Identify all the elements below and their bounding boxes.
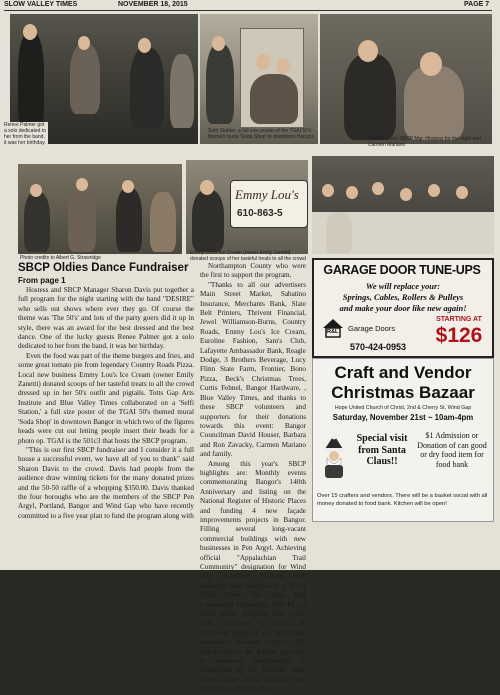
garage-ad-line1: We will replace your: xyxy=(365,281,441,291)
starting-at-label: STARTING AT xyxy=(436,316,482,323)
article-column-1 xyxy=(18,286,194,566)
garage-ad-line3: and make your door like new again! xyxy=(339,303,467,313)
issue-date: NOVEMBER 18, 2015 xyxy=(118,1,188,8)
header-rule xyxy=(4,10,492,11)
bazaar-title-1: Craft and Vendor xyxy=(334,363,472,382)
article-subhead: From page 1 xyxy=(18,276,66,285)
page-header xyxy=(0,0,500,10)
photo-ice-cream xyxy=(186,160,308,254)
photo-sharon-davis xyxy=(320,14,492,148)
col2-paragraph: Among this year's SBCP highlights are: Monthly events commemorating Bangor's 140th Anniversary and listing on the National Register of Historic Places and funding 4 new façade improvements projects in Bangor. Filling several long-vacant commercial buildings with new businesses in Pen Argyl. Achieving official "Appalachian Trail Community" designation for Wind Gap. Assisting Portland with realizing their potential as a River Front Town. The Slate Belt Community Partnership (SBCP) is a Main Street Program that works with volunteers to foster an improved image of our traditional downtown business districts. The SBCP follows the 4-point approach to downtown revitalization as established by the National Main Street Center of the National Trust for Historic Preservation. xyxy=(200,459,306,694)
page-number: PAGE 7 xyxy=(464,1,490,8)
garage-phone: 570-424-0953 xyxy=(350,342,407,352)
photo-selfie-station xyxy=(200,14,318,144)
bazaar-admission: $1 Admission or Donation of can good or dry food item for food bank xyxy=(417,431,487,469)
garage-company: Garage Doors xyxy=(348,324,396,333)
col1-paragraph: Hostess and SBCP Manager Sharon Davis put together a full program for the night starting with the band "DESIRE" who sells out shows where ever they go. Of course the theme was 'The 50's' and lots of the party goers did it up in style, there was an award for the best dressed and the best dance. One of the lucky guests Renee Palmer got a solo dedicated to her from the band, it was her birthday. xyxy=(18,286,194,351)
santa-visit-text: Special visit from Santa Claus!! xyxy=(356,433,408,467)
caption-renee: Renee Palmer got a solo dedicated to her from the band, it was her birthday. xyxy=(4,122,48,162)
garage-price: $126 xyxy=(435,324,483,347)
photo-dance-crowd xyxy=(18,164,182,254)
photo-credit: Photo credits to Albert G. Strawridge xyxy=(20,255,101,261)
col2-paragraph: Northampton County who were the first to support the program. xyxy=(200,262,306,280)
bazaar-footer: Over 15 crafters and vendors. There will be a basket social with all money donated to food bank. Kitchen will be open! xyxy=(317,493,488,507)
caption-ice-cream: Emmy Lou's Ice Cream (owner Emily Zanetti) donated scoops of her tasteful treats to all the crowd xyxy=(190,250,306,262)
sign-name: Emmy Lou's xyxy=(235,187,299,202)
col1-paragraph: Even the food was part of the theme burgers and fries, and some great tomato pie from legendary Country Roads Pizza. Local new business Emmy Lou's Ice Cream (owner Emily Zanetti) donated scoops of her tasteful treats to all the crowd dressed up in her 50's outfit and pigtails. Totts Gap Arts Institute and Blue Valley Times collaborated on a 'Selfi Station,' a full size poster of the TGAI 50's themed mural 'Soda Shop' in downtown Bangor in which two of the figures heads were cut out letting people insert their heads for a photo op. TGAI is the 501c3 that hosts the SBCP program. xyxy=(18,351,194,445)
logo-letters: R&L xyxy=(327,329,339,335)
garage-ad-title: GARAGE DOOR TUNE-UPS xyxy=(323,263,481,277)
bazaar-when: Saturday, November 21st ~ 10am-4pm xyxy=(332,413,474,422)
bazaar-title-2: Christmas Bazaar xyxy=(331,383,475,402)
article-headline: SBCP Oldies Dance Fundraiser xyxy=(18,262,189,274)
emmy-lou-sign xyxy=(230,180,308,228)
bazaar-location: Hope United Church of Christ, 2nd & Cherry St, Wind Gap xyxy=(334,405,472,411)
caption-sharon: Sharon Davis SBCP Mgr. Hostess for the night and Carmen Mariano xyxy=(368,136,482,148)
caption-selfie: Seth Stabler, a full size poster of the TGAI 50's themed mural 'Soda Shop' in downtown Bangor. xyxy=(208,128,315,140)
garage-ad-line2: Springs, Cables, Rollers & Pulleys xyxy=(342,292,464,302)
col1-paragraph: "This is our first SBCP fundraiser and I consider it a full house a successful event, we have all of you to thank" said Sharon Davis to the crowd. Davis had people from the audience draw winning tickets for the many donated prizes and the 50-50 raffle of a whopping $350.00. Davis thanked the four boroughs who are the members of the SBCP Pen Argyl, Portland, Bangor and Wind Gap who have recently committed to a five year plan to fund the program along with xyxy=(18,445,194,520)
col2-paragraph: "Thanks to all our advertisers Main Street Market, Sabatino Insurance, Merchants Bank, Slate Belt Printers, Thrivent Financial, Jewel Williamson-Burns, Country Roads, Emmy Lou's Ice Cream, Euroline Fashion, Sam's Club, Lafayette Ambassador Bank, Reagle Dodge, 3 Brothers Beverage, Lucy Flinn State Farm, Frontier, Bono Pizza, Beck's Christmas Trees, Curtis Fehnel, Bangor Hardware, , Blue Valley Times, and thanks to these SBCP volunteers and supporters for their donations towards this event: Bangor Councilman David Houser, Barbara and Ron Zavacky, Carmen Mariano and family. xyxy=(200,280,306,459)
garage-door-ad xyxy=(312,258,494,358)
santa-icon xyxy=(319,435,349,479)
paper-name: SLOW VALLEY TIMES xyxy=(4,1,78,8)
article-column-2 xyxy=(200,262,306,694)
house-logo-icon xyxy=(322,318,344,338)
bazaar-ad xyxy=(312,358,494,522)
photo-seated-crowd xyxy=(312,156,494,254)
sign-phone: 610-863-5 xyxy=(237,208,283,219)
